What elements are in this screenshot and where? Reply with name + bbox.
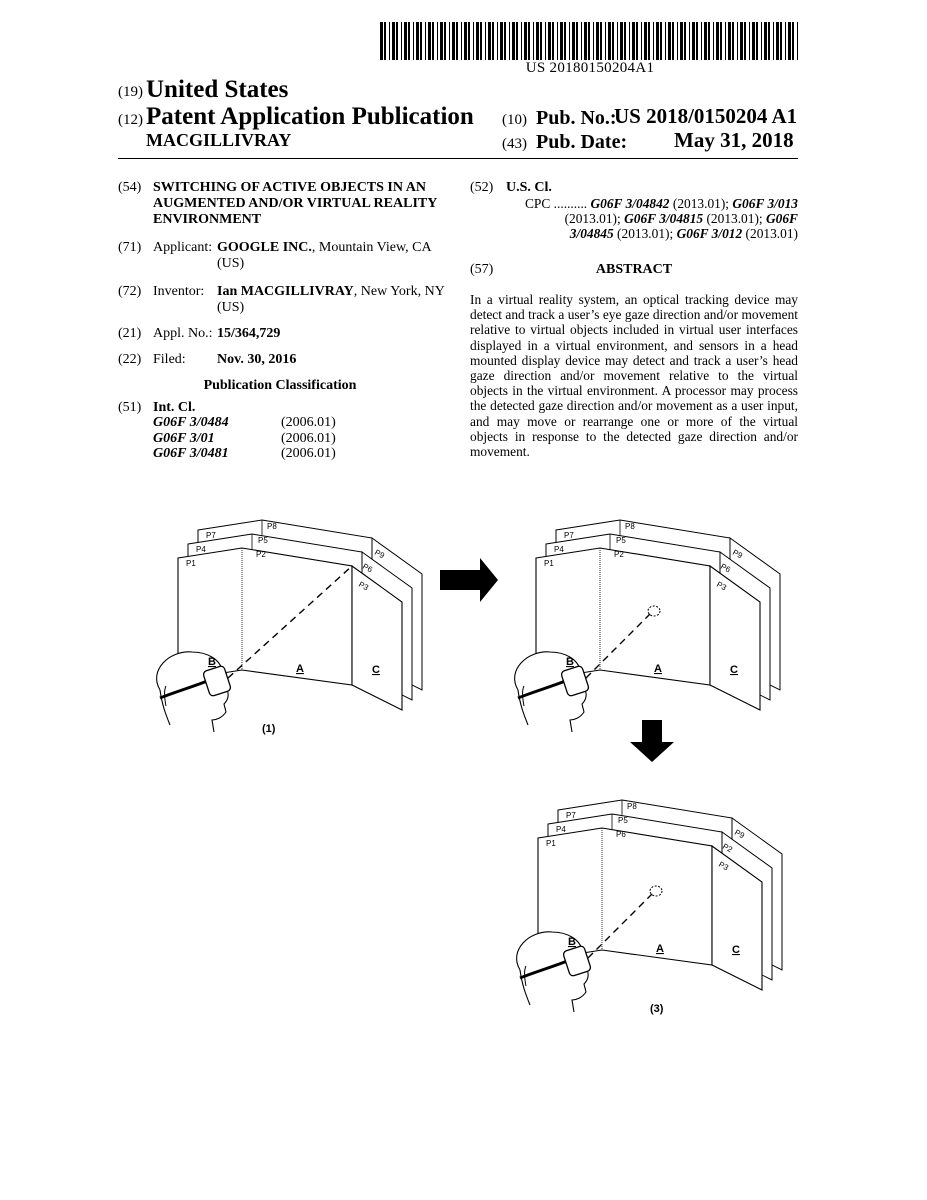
barcode-bar (512, 22, 515, 60)
barcode-bar (416, 22, 419, 60)
barcode-bar (716, 22, 719, 60)
filed-code: (22) (118, 352, 142, 367)
barcode-bar (521, 22, 522, 60)
barcode-bar (677, 22, 678, 60)
barcode-bar (624, 22, 626, 60)
applicant-location: , Mountain View, CA (311, 240, 432, 255)
barcode-bar (764, 22, 767, 60)
inventor (217, 284, 457, 315)
barcode-bar (509, 22, 510, 60)
panel-label: P3 (717, 859, 730, 873)
barcode-bar (464, 22, 467, 60)
region-label: B (566, 656, 574, 668)
applicant-label: Applicant: (153, 240, 213, 255)
barcode-bar (660, 22, 662, 60)
barcode-bar (461, 22, 462, 60)
cpc-line (506, 196, 798, 211)
barcode-bar (792, 22, 794, 60)
barcode-bar (696, 22, 698, 60)
inventor-country: (US) (217, 299, 245, 315)
barcode-bar (432, 22, 434, 60)
cpc-code: 3/04845 (569, 226, 614, 241)
barcode-bar (713, 22, 714, 60)
barcode-bar (725, 22, 726, 60)
intcl-date: (2006.01) (281, 415, 336, 430)
panel-label: P1 (186, 559, 196, 568)
barcode-bar (665, 22, 666, 60)
filed-date: Nov. 30, 2016 (217, 352, 297, 367)
barcode-bar (557, 22, 558, 60)
document-type: Patent Application Publication (146, 103, 474, 130)
applicant (217, 240, 457, 271)
panel-label: P6 (616, 830, 626, 839)
barcode-bar (744, 22, 746, 60)
intcl-code-value: G06F 3/01 (153, 430, 215, 446)
barcode (380, 22, 800, 60)
barcode-bar (572, 22, 575, 60)
barcode-bar (749, 22, 750, 60)
region-label: C (372, 664, 380, 676)
appl-label: Appl. No.: (153, 326, 213, 341)
barcode-bar (776, 22, 779, 60)
barcode-bar (648, 22, 650, 60)
figure-panel (517, 800, 782, 1015)
barcode-bar (533, 22, 534, 60)
barcode-bar (545, 22, 546, 60)
title-code: (54) (118, 180, 142, 195)
barcode-bar (737, 22, 738, 60)
barcode-bar (788, 22, 791, 60)
code-43: (43) (502, 136, 527, 152)
intcl-table (153, 415, 443, 462)
panel-label: P6 (719, 561, 732, 575)
panel-label: P2 (614, 550, 624, 559)
barcode-bar (480, 22, 482, 60)
inventor-name: Ian MACGILLIVRAY (217, 284, 354, 299)
barcode-bar (440, 22, 443, 60)
pub-date-label: Pub. Date: (536, 131, 628, 153)
barcode-bar (437, 22, 438, 60)
barcode-bar (608, 22, 611, 60)
cpc-date: (2013.01); (672, 196, 730, 211)
barcode-bar (536, 22, 539, 60)
barcode-bar (504, 22, 506, 60)
header-divider (118, 158, 798, 159)
barcode-bar (728, 22, 731, 60)
intcl-row (153, 431, 443, 447)
applicant-name: GOOGLE INC. (217, 240, 312, 255)
barcode-bar (473, 22, 474, 60)
barcode-bar (548, 22, 551, 60)
panel-label: P5 (258, 536, 268, 545)
barcode-bar (605, 22, 606, 60)
barcode-bar (656, 22, 659, 60)
barcode-bar (761, 22, 762, 60)
panel-label: P8 (627, 802, 637, 811)
panel-label: P7 (564, 531, 574, 540)
panel-label: P9 (733, 827, 746, 841)
panel-label: P1 (544, 559, 554, 568)
barcode-bar (740, 22, 743, 60)
barcode-bar (636, 22, 638, 60)
barcode-bar (452, 22, 455, 60)
barcode-bar (468, 22, 470, 60)
barcode-bar (641, 22, 642, 60)
panel-label: P3 (357, 579, 370, 593)
panel-label: P9 (373, 547, 386, 561)
panel-label: P8 (267, 522, 277, 531)
barcode-bar (389, 22, 390, 60)
publication-classification-heading: Publication Classification (203, 378, 357, 393)
barcode-bar (392, 22, 395, 60)
figure-panel (515, 520, 780, 735)
barcode-bar (756, 22, 758, 60)
barcode-bar (581, 22, 582, 60)
barcode-bar (488, 22, 491, 60)
filed-label: Filed: (153, 352, 186, 367)
panel-label: P1 (546, 839, 556, 848)
barcode-bar (413, 22, 414, 60)
region-label: C (732, 944, 740, 956)
title-line: SWITCHING OF ACTIVE OBJECTS IN AN (153, 180, 426, 195)
panel-label: P3 (715, 579, 728, 593)
figure-panel (157, 520, 422, 735)
panel-label: P9 (731, 547, 744, 561)
barcode-bar (408, 22, 410, 60)
barcode-bar (552, 22, 554, 60)
barcode-bar (576, 22, 578, 60)
region-label: B (568, 936, 576, 948)
barcode-bar (401, 22, 402, 60)
barcode-bar (524, 22, 527, 60)
cpc-code: G06F 3/04842 (590, 196, 670, 211)
barcode-bar (797, 22, 798, 60)
barcode-bar (672, 22, 674, 60)
barcode-bar (617, 22, 618, 60)
cpc-classification (506, 196, 798, 241)
barcode-bar (653, 22, 654, 60)
barcode-bar (485, 22, 486, 60)
pub-no: US 2018/0150204 A1 (614, 104, 798, 128)
barcode-bar (569, 22, 570, 60)
barcode-bar (632, 22, 635, 60)
region-label: A (656, 943, 664, 955)
panel-label: P7 (566, 811, 576, 820)
barcode-bar (449, 22, 450, 60)
intcl-row (153, 446, 443, 462)
arrow-down-icon (630, 720, 674, 762)
cpc-date: (2013.01); (617, 226, 674, 241)
barcode-bar (704, 22, 707, 60)
barcode-bar (425, 22, 426, 60)
code-19: (19) (118, 84, 143, 100)
barcode-bar (444, 22, 446, 60)
panel-label: P5 (616, 536, 626, 545)
cpc-code: G06F 3/012 (676, 226, 743, 241)
barcode-bar (701, 22, 702, 60)
cpc-line (506, 226, 798, 241)
barcode-bar (540, 22, 542, 60)
barcode-bar (456, 22, 458, 60)
barcode-bar (584, 22, 587, 60)
barcode-bar (689, 22, 690, 60)
barcode-bar (596, 22, 599, 60)
panel-label: P2 (256, 550, 266, 559)
intcl-label: Int. Cl. (153, 400, 196, 415)
panel-label: P2 (721, 841, 734, 855)
applicant-code: (71) (118, 240, 142, 255)
barcode-bar (680, 22, 683, 60)
barcode-bar (588, 22, 590, 60)
barcode-bar (560, 22, 563, 60)
barcode-bar (620, 22, 623, 60)
barcode-bar (684, 22, 686, 60)
barcode-bar (516, 22, 518, 60)
barcode-bar (564, 22, 566, 60)
barcode-bar (692, 22, 695, 60)
barcode-bar (396, 22, 398, 60)
inventor-label: Inventor: (153, 284, 205, 299)
barcode-bar (720, 22, 722, 60)
inventor-surname: MACGILLIVRAY (146, 130, 292, 150)
barcode-bar (476, 22, 479, 60)
cpc-code: G06F 3/013 (732, 196, 798, 211)
applicant-country: (US) (217, 255, 245, 271)
barcode-bar (668, 22, 671, 60)
cpc-date: (2013.01); (706, 211, 763, 226)
panel-label: P8 (625, 522, 635, 531)
cpc-line (506, 211, 798, 226)
region-label: A (296, 663, 304, 675)
uscl-code: (52) (470, 180, 494, 195)
panel-label: P6 (361, 561, 374, 575)
abstract-text: In a virtual reality system, an optical tracking device may detect and track a user’s eye gaze direction and/or movement relative to virtual objects included in virtual user interfaces displayed in a virtual environment, and sensors in a head mounted display device may detect and track a user’s head gaze direction and/or movement relative to the virtual objects in the virtual environment. A processor may process the detected gaze direction and/or movement as a user input, and may move or rearrange one or more of the virtual objects in response to the detected gaze direction and/or movement. (470, 292, 798, 460)
intcl-code-value: G06F 3/0484 (153, 415, 229, 430)
country: United States (146, 76, 289, 103)
cpc-date: (2013.01) (745, 226, 798, 241)
barcode-bar (420, 22, 422, 60)
barcode-bar (528, 22, 530, 60)
region-label: A (654, 663, 662, 675)
barcode-bar (708, 22, 710, 60)
barcode-bar (428, 22, 431, 60)
abstract-heading: ABSTRACT (595, 262, 673, 277)
barcode-bar (773, 22, 774, 60)
barcode-bar (380, 22, 383, 60)
title-line: ENVIRONMENT (153, 212, 262, 227)
intcl-row (153, 415, 443, 431)
barcode-bar (752, 22, 755, 60)
pub-no-label: Pub. No.: (536, 107, 617, 129)
panel-label: P4 (554, 545, 564, 554)
barcode-bar (492, 22, 494, 60)
patent-drawing (0, 480, 927, 1020)
cpc-prefix: CPC .......... (525, 196, 588, 211)
barcode-bar (644, 22, 647, 60)
barcode-bar (732, 22, 734, 60)
panel-label: P4 (196, 545, 206, 554)
title-line: AUGMENTED AND/OR VIRTUAL REALITY (153, 196, 438, 211)
intcl-date: (2006.01) (281, 430, 336, 446)
arrow-right-icon (440, 558, 498, 602)
barcode-bar (612, 22, 614, 60)
cpc-date: (2013.01); (564, 211, 621, 226)
abstract-code: (57) (470, 262, 494, 277)
barcode-bar (404, 22, 407, 60)
region-label: B (208, 656, 216, 668)
code-12: (12) (118, 112, 143, 128)
panel-label: P4 (556, 825, 566, 834)
inventor-location: , New York, NY (353, 284, 445, 299)
cpc-code: G06F 3/04815 (624, 211, 704, 226)
barcode-bar (629, 22, 630, 60)
intcl-code: (51) (118, 400, 142, 415)
code-10: (10) (502, 112, 527, 128)
appl-number: 15/364,729 (217, 326, 281, 341)
barcode-number: US 20180150204A1 (525, 60, 655, 76)
uscl-label: U.S. Cl. (506, 180, 552, 195)
barcode-bar (500, 22, 503, 60)
barcode-bar (785, 22, 786, 60)
panel-caption: (1) (262, 723, 276, 735)
barcode-bar (768, 22, 770, 60)
barcode-bar (384, 22, 386, 60)
barcode-bar (600, 22, 602, 60)
pub-date: May 31, 2018 (674, 128, 794, 152)
panel-label: P7 (206, 531, 216, 540)
panel-caption: (3) (650, 1003, 664, 1015)
barcode-bar (780, 22, 782, 60)
panel-label: P5 (618, 816, 628, 825)
intcl-date: (2006.01) (281, 446, 336, 461)
cpc-code: G06F (766, 211, 798, 226)
barcode-bar (593, 22, 594, 60)
inventor-code: (72) (118, 284, 142, 299)
barcode-bar (497, 22, 498, 60)
region-label: C (730, 664, 738, 676)
appl-code: (21) (118, 326, 142, 341)
invention-title (153, 180, 437, 228)
intcl-code-value: G06F 3/0481 (153, 446, 229, 461)
